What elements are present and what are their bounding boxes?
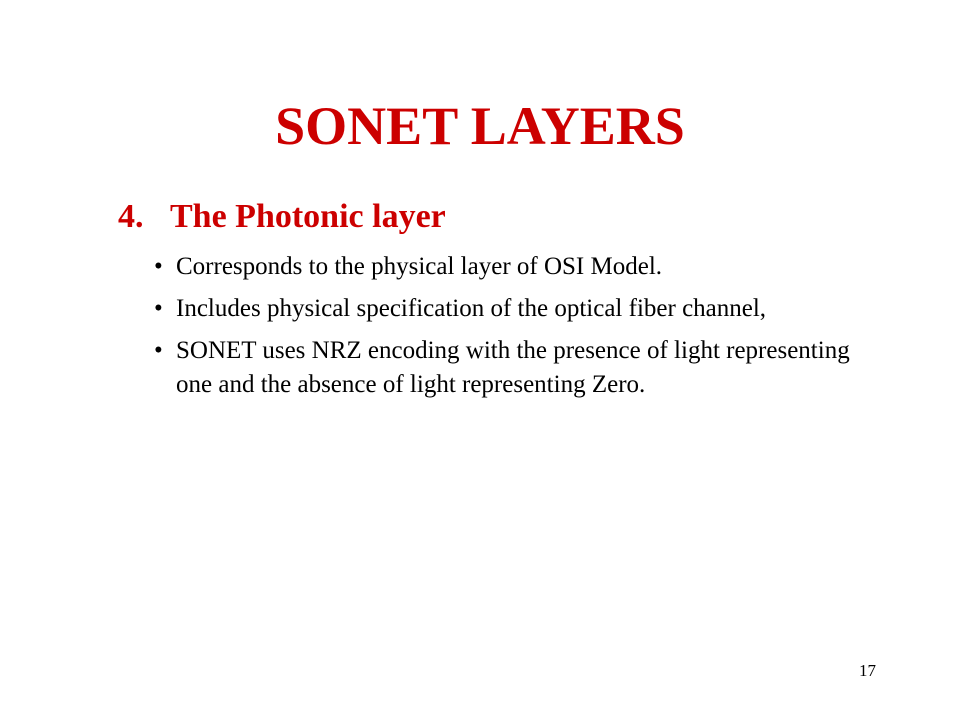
bullet-item — [154, 334, 884, 402]
bullet-text: SONET uses NRZ encoding with the presence of light representing one and the absence of light representing Zero. — [176, 337, 850, 398]
bullet-list — [154, 250, 884, 410]
section-heading-text: The Photonic layer — [170, 198, 446, 235]
page-number: 17 — [859, 661, 876, 680]
slide-title: SONET LAYERS — [275, 96, 685, 156]
bullet-marker: • — [154, 337, 163, 364]
bullet-text: Corresponds to the physical layer of OSI Model. — [176, 253, 663, 280]
section-number: 4. — [118, 198, 144, 235]
bullet-text: Includes physical specification of the optical fiber channel, — [176, 295, 767, 322]
bullet-item — [154, 250, 884, 284]
bullet-item — [154, 292, 884, 326]
section-heading — [118, 194, 878, 240]
bullet-marker: • — [154, 253, 163, 280]
bullet-marker: • — [154, 295, 163, 322]
